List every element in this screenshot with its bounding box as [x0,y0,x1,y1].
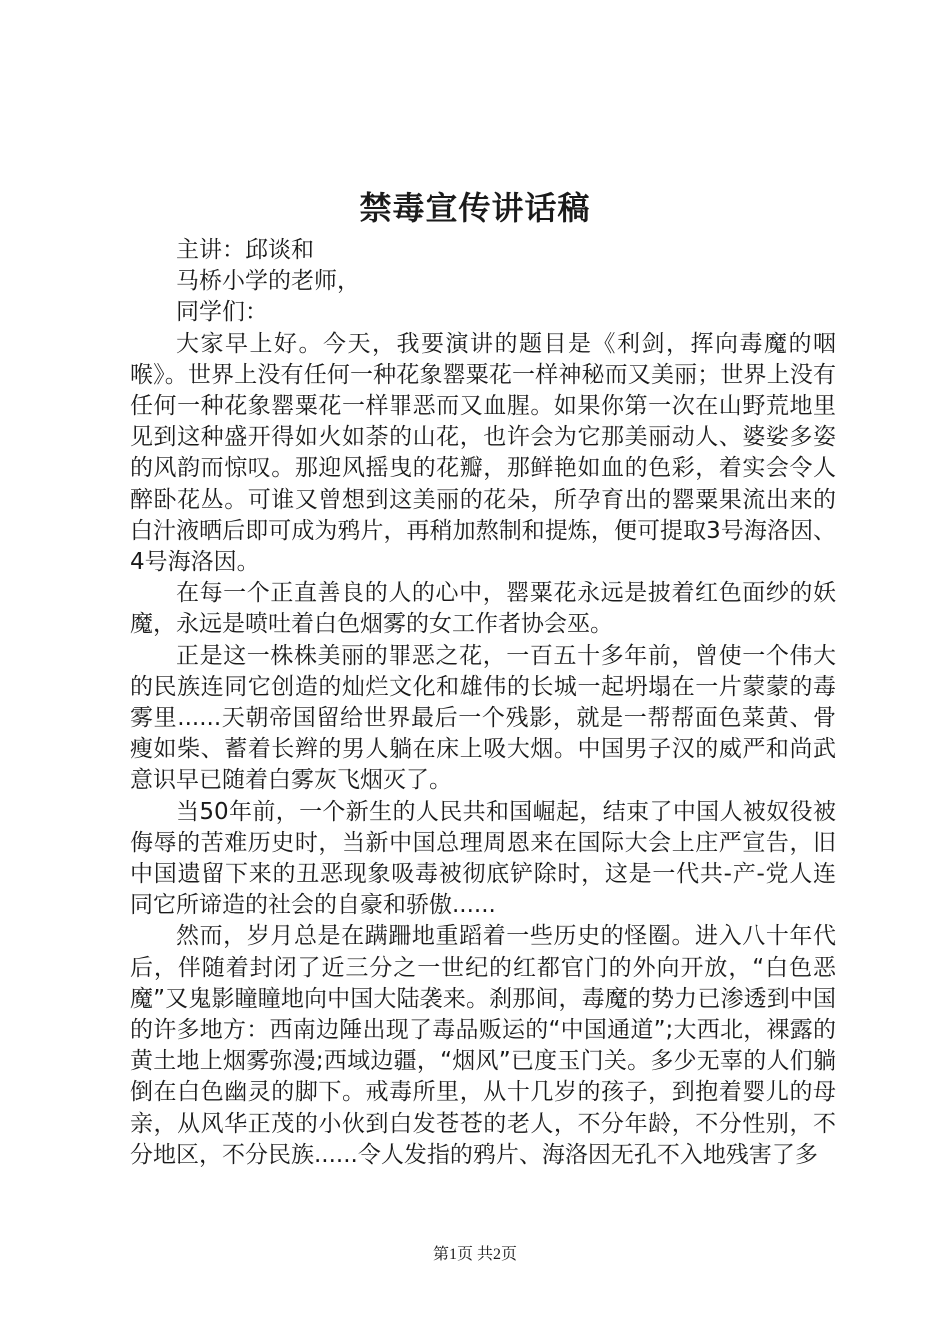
document-body [130,235,836,1171]
body-paragraph: 大家早上好。今天，我要演讲的题目是《利剑，挥向毒魔的咽喉》。世界上没有任何一种花象罂粟花一样神秘而又美丽；世界上没有任何一种花象罂粟花一样罪恶而又血腥。如果你第一次在山野荒地里见到这种盛开得如火如荼的山花，也许会为它那美丽动人、婆娑多姿的风韵而惊叹。那迎风摇曳的花瓣，那鲜艳如血的色彩，着实会令人醉卧花丛。可谁又曾想到这美丽的花朵，所孕育出的罂粟果流出来的白汁液晒后即可成为鸦片，再稍加熬制和提炼，便可提取3号海洛因、4号海洛因。 [130,330,836,576]
document-title: 禁毒宣传讲话稿 [359,189,591,227]
body-paragraph: 然而，岁月总是在蹒跚地重蹈着一些历史的怪圈。进入八十年代后，伴随着封闭了近三分之一世纪的红都官门的外向开放，“白色恶魔”又鬼影瞳瞳地向中国大陆袭来。刹那间，毒魔的势力已渗透到中国的许多地方：西南边陲出现了毒品贩运的“中国通道”;大西北，裸露的黄土地上烟雾弥漫;西域边疆，“烟风”已度玉门关。多少无辜的人们躺倒在白色幽灵的脚下。戒毒所里，从十几岁的孩子，到抱着婴儿的母亲，从风华正茂的小伙到白发苍苍的老人，不分年龄，不分性别，不分地区，不分民族......令人发指的鸦片、海洛因无孔不入地残害了多 [130,923,836,1168]
page-footer: 第1页 共2页 [432,1246,517,1263]
body-paragraph: 当50年前，一个新生的人民共和国崛起，结束了中国人被奴役被侮辱的苦难历史时，当新中国总理周恩来在国际大会上庄严宣告，旧中国遗留下来的丑恶现象吸毒被彻底铲除时，这是一代共-产-党人连同它所谛造的社会的自豪和骄傲...... [130,798,836,919]
body-paragraph: 在每一个正直善良的人的心中，罂粟花永远是披着红色面纱的妖魔，永远是喷吐着白色烟雾的女工作者协会巫。 [130,580,836,638]
body-paragraph: 正是这一株株美丽的罪恶之花，一百五十多年前，曾使一个伟大的民族连同它创造的灿烂文化和雄伟的长城一起坍塌在一片蒙蒙的毒雾里......天朝帝国留给世界最后一个残影，就是一帮帮面色菜黄、骨瘦如柴、蓄着长辫的男人躺在床上吸大烟。中国男子汉的威严和尚武意识早已随着白雾灰飞烟灭了。 [130,642,836,794]
salutation-line: 同学们： [176,299,268,326]
salutation-line: 马桥小学的老师， [176,268,360,295]
speaker-line: 主讲：邱谈和 [176,237,314,263]
